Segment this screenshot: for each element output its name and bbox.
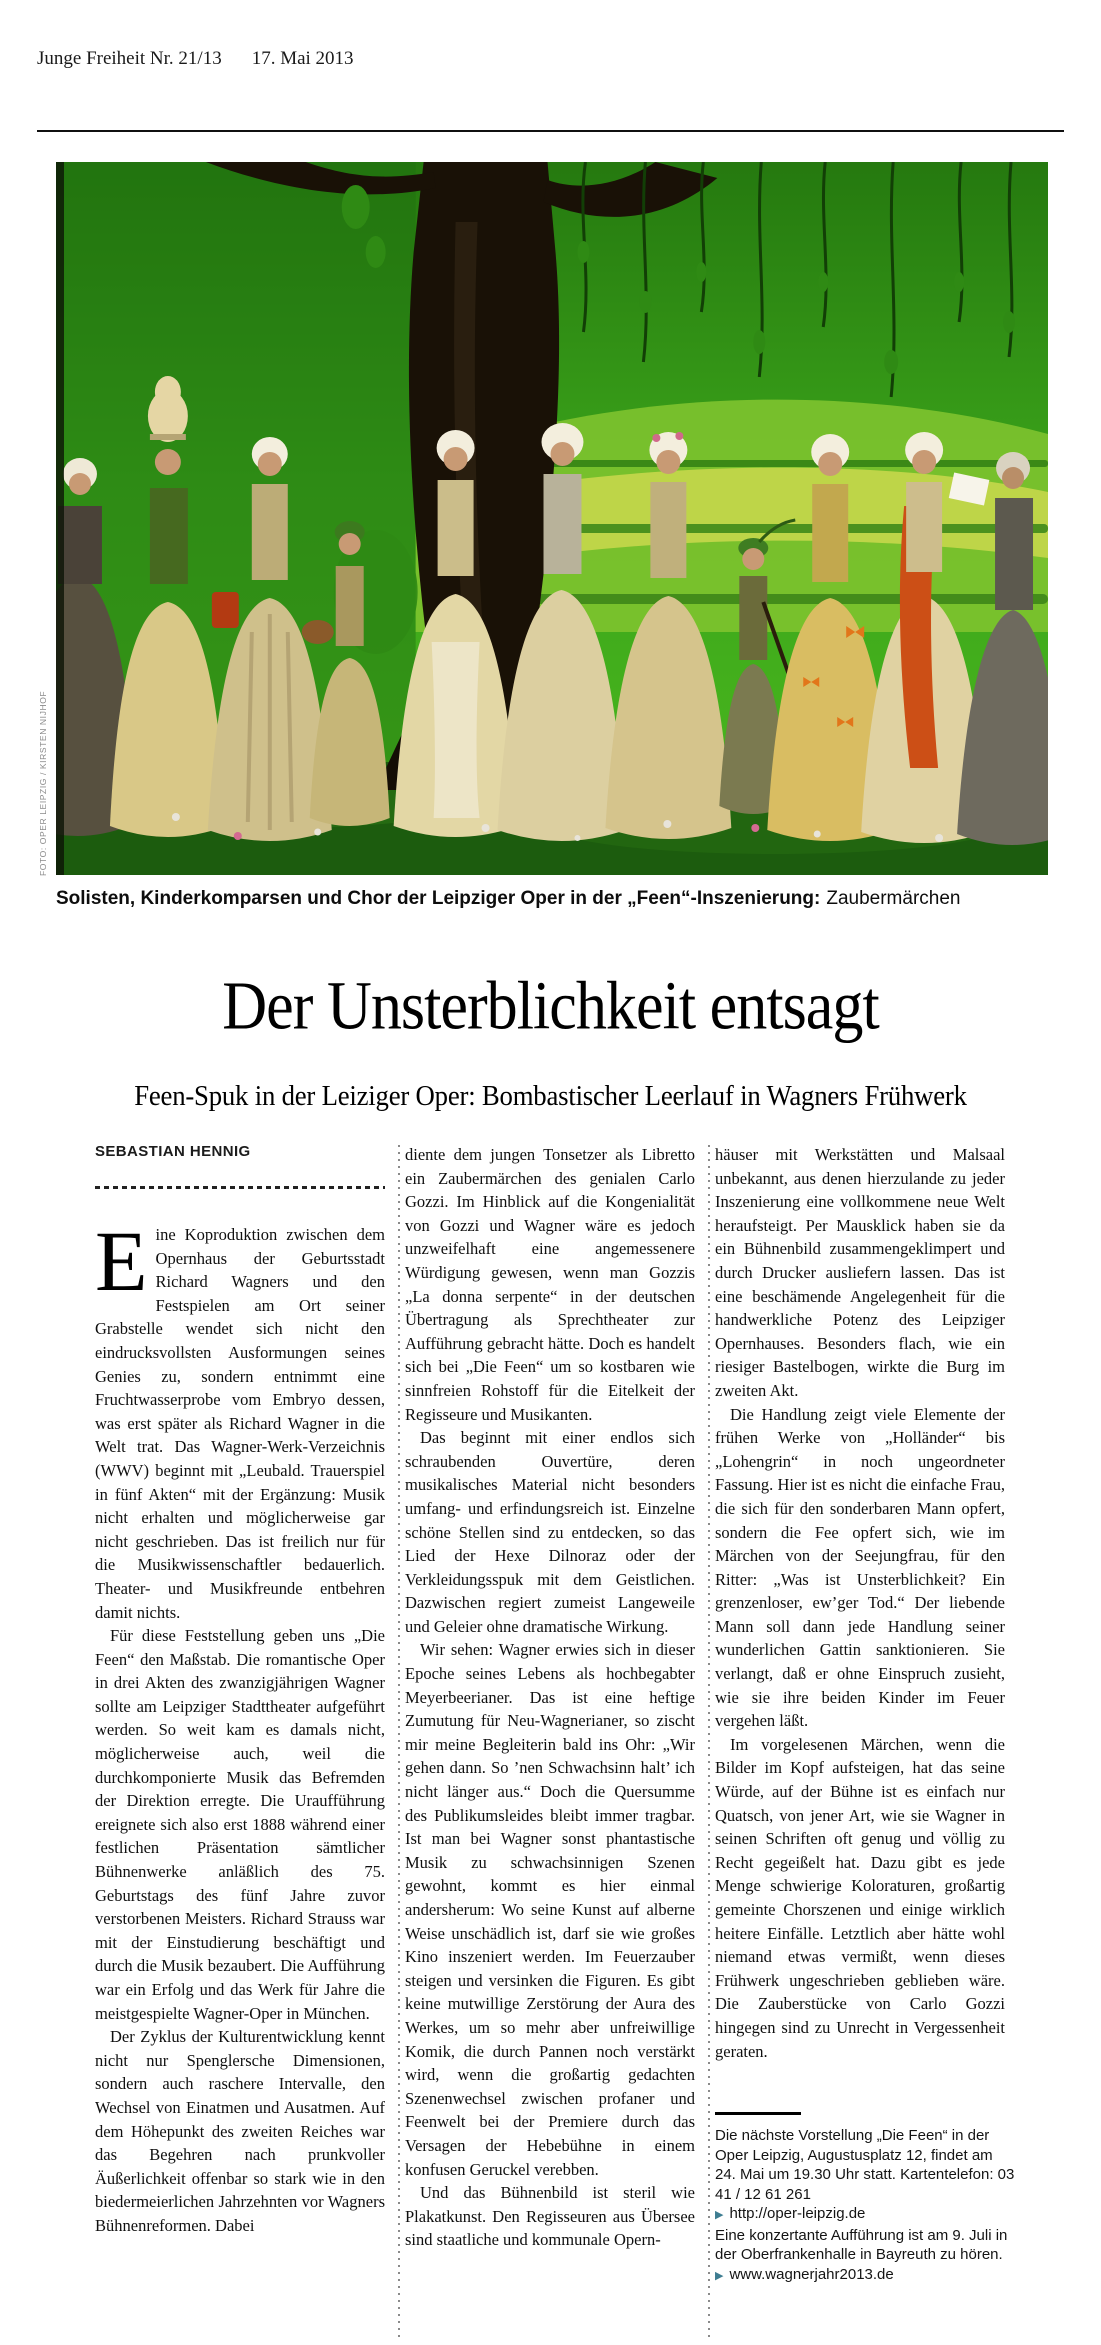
infobox-rule	[715, 2112, 801, 2115]
article-paragraph: diente dem jungen Tonsetzer als Libretto ein Zaubermärchen des genialen Carlo Gozzi. Im Hinblick auf die Kongenialität von Gozzi und Wagner wäre es jedoch unzweifelhaft eine angemessenere Würdigung gewesen, wenn man Gozzis „La donna serpente“ in der deutschen Übertragung als Sprechtheater zur Aufführung gebracht hätte. Doch es handelt sich bei „Die Feen“ um so kostbaren wie sinnfreien Rohstoff für die Eitelkeit der Regisseure und Musikanten.	[405, 1145, 695, 1424]
photo-caption-normal: Zaubermärchen	[826, 888, 961, 909]
stage-photo	[56, 162, 1048, 875]
article-column-2	[405, 1143, 695, 2345]
article-paragraph: Und das Bühnenbild ist steril wie Plakatkunst. Den Regisseuren aus Übersee sind staatliche und kommunale Opern-	[405, 2183, 695, 2250]
article-headline: Der Unsterblichkeit entsagt	[222, 967, 879, 1044]
article-paragraph: Die Handlung zeigt viele Elemente der frühen Werke von „Holländer“ bis „Lohengrin“ in noch ungeordneter Fassung. Hier ist es nicht die einfache Frau, die sich für den sonderbaren Mann opfert, sondern die Fee opfert sich, wie im Märchen von der Seejungfrau, für den Ritter: „Was ist Unsterblichkeit? Ein grenzenloser, ew’ger Tod.“ Der liebende Mann soll dann jede Handlung seiner wunderlichen Gattin sanktionieren. Sie verlangt, daß er ohne Einspruch zusieht, wie sie ihre beiden Kinder im Feuer vergehen läßt.	[715, 1404, 1005, 1731]
link-arrow-icon: ▶	[715, 2269, 724, 2282]
wagnerjahr-url[interactable]: www.wagnerjahr2013.de	[729, 2265, 894, 2283]
infobox-text-2: Eine konzertante Aufführung ist am 9. Juli in der Oberfrankenhalle in Bayreuth zu hören.	[715, 2226, 1008, 2263]
oper-leipzig-url[interactable]: http://oper-leipzig.de	[729, 2205, 866, 2222]
masthead-issue: Junge Freiheit Nr. 21/13	[37, 48, 222, 69]
article-paragraph: Eine Koproduktion zwischen dem Opernhaus der Geburtsstadt Richard Wagners und den Festspielen am Ort seiner Grabstelle wendet sich nicht den eindrucksvollsten Ausformungen seines Genies zu, sondern entnimmt eine Fruchtwasserprobe vom Embryo dessen, was erst später als Richard Wagner in die Welt trat. Das Wagner-Werk-Verzeichnis (WWV) beginnt mit „Leubald. Trauerspiel in fünf Akten“ mit der Ergänzung: Musik nicht erhalten und möglicherweise gar nicht geschrieben. Das ist freilich nur für die Musikwissenschaftler bedauerlich. Theater- und Musikfreunde entbehren damit nichts.	[95, 1213, 385, 1622]
article-paragraph: Der Zyklus der Kulturentwicklung kennt nicht nur Spenglersche Dimensionen, sondern auch raschere Intervalle, den Wechsel von Einatmen und Ausatmen. Auf dem Höhepunkt des zweiten Reiches war das Begehren nach prunkvoller Äußerlichkeit offenbar so stark wie in den biedermeierlichen Jahrzehnten vor Wagners Bühnenreformen. Dabei	[95, 2027, 385, 2235]
photo-caption-bold: Solisten, Kinderkomparsen und Chor der Leipziger Oper in der „Feen“-Inszenierung:	[56, 888, 821, 909]
article-paragraph: Wir sehen: Wagner erwies sich in dieser Epoche seines Lebens als hochbegabter Meyerbeerianer. Das ist eine heftige Zumutung für Neu-Wagnerianer, so zischt mir meine Begleiterin bald ins Ohr: „Wir gehen dann. So ’nen Schwachsinn halt’ ich nicht länger aus.“ Doch die Quersumme des Publikumsleides bleibt immer tragbar. Ist man bei Wagner sonst phantastische Musik zu schwachsinnigen Szenen gewohnt, kommt es hier einmal andersherum: Wo seine Kunst auf alberne Weise unschädlich ist, darf sie wie großes Kino inszeniert werden. Im Feuerzauber steigen und versinken die Figuren. Es gibt keine mutwillige Zerstörung der Aura des Werkes, um so mehr aber unfreiwillige Komik, die durch Pannen noch verstärkt wird, wenn die großartig gedachten Szenenwechsel zwischen profaner und Feenwelt bei der Premiere durch das Versagen der Hebebühne in einem konfusen Geruckel verebben.	[405, 1640, 695, 2179]
infobox-link-2[interactable]	[715, 2265, 1015, 2287]
link-arrow-icon: ▶	[715, 2209, 724, 2221]
photo-caption	[56, 888, 1048, 910]
event-info-box	[715, 2112, 1015, 2286]
header-rule	[37, 130, 1064, 132]
masthead	[37, 48, 354, 70]
byline-rule	[95, 1186, 385, 1189]
infobox-text-1: Die nächste Vorstellung „Die Feen“ in der Oper Leipzig, Augustusplatz 12, findet am 24. Mai um 19.30 Uhr statt. Kartentelefon: 03 41 / 12 61 261	[715, 2127, 1015, 2203]
stage-photo-illustration	[56, 162, 1048, 875]
article-paragraph: häuser mit Werkstätten und Malsaal unbekannt, aus denen hierzulande zu jeder Inszenierung eine vollkommene neue Welt heraufsteigt. Per Mausklick haben sie da ein Bühnenbild zusammengeklimpert und durch Drucker ausliefern lassen. Das ist eine beschämende Angelegenheit für die handwerkliche Potenz des Leipziger Opernhauses. Besonders flach, wie ein riesiger Bastelbogen, wirkte die Burg im zweiten Akt.	[715, 1145, 1005, 1400]
infobox-link-1[interactable]	[715, 2204, 1015, 2226]
masthead-date: 17. Mai 2013	[251, 48, 354, 69]
article-paragraph: Das beginnt mit einer endlos sich schraubenden Ouvertüre, deren musikalisches Material nicht besonders umfang- und erfindungsreich ist. Einzelne schöne Stellen sind zu entdecken, so das Lied der Hexe Dilnoraz oder der Verkleidungsspuk mit dem Geistlichen. Dazwischen regiert zumeist Langeweile und Geleier ohne dramatische Wirkung.	[405, 1428, 695, 1636]
article-column-1	[95, 1143, 385, 2345]
drop-cap: E	[95, 1213, 148, 1309]
author-byline: SEBASTIAN HENNIG	[95, 1143, 251, 1160]
photo-credit: FOTO: OPER LEIPZIG / KIRSTEN NIJHOF	[38, 690, 48, 876]
article-subheadline: Feen-Spuk in der Leiziger Oper: Bombastischer Leerlauf in Wagners Frühwerk	[134, 1080, 967, 1112]
article-paragraph: Für diese Feststellung geben uns „Die Feen“ den Maßstab. Die romantische Oper in drei Akten des zwanzigjährigen Wagner sollte am Leipziger Stadttheater aufgeführt werden. So weit kam es damals nicht, möglicherweise auch, weil die durchkomponierte Musik das Befremden der Direktion erregte. Die Uraufführung ereignete sich also erst 1888 während einer festlichen Präsentation sämtlicher Bühnenwerke anläßlich des 75. Geburtstags des fünf Jahre zuvor verstorbenen Meisters. Richard Strauss war mit der Einstudierung beschäftigt und durch die Musik bezaubert. Die Aufführung war ein Erfolg und das Werk für Jahre die meistgespielte Wagner-Oper in München.	[95, 1626, 385, 2023]
article-paragraph: Im vorgelesenen Märchen, wenn die Bilder im Kopf aufsteigen, hat das seine Würde, auf der Bühne ist es einfach nur Quatsch, von jener Art, wie sie Wagner in seinen Schriften oft genug und völlig zu Recht gegeißelt hat. Dazu gibt es jede Menge schwierige Koloraturen, großartig gemeinte Chorszenen und einige wirklich heitere Einfälle. Letztlich aber hätte wohl niemand etwas vermißt, wenn dieses Frühwerk ungeschrieben geblieben wäre. Die Zauberstücke von Carlo Gozzi hingegen sind zu Unrecht in Vergessenheit geraten.	[715, 1734, 1005, 2061]
